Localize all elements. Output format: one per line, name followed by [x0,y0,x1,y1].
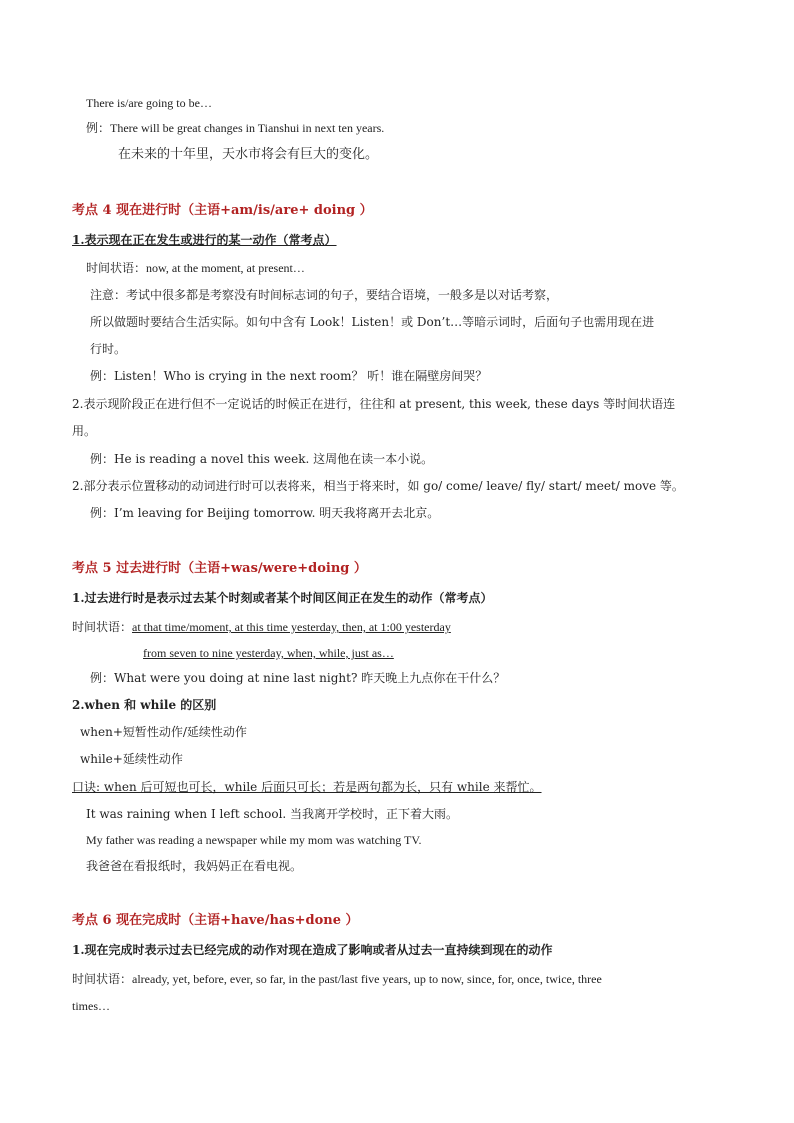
time-values-1: already, yet, before, ever, so far, in the past/last five years, up to now, since, for, once, twice, three [132,972,602,986]
example-text: There will be great changes in Tianshui in next ten years. [110,121,385,135]
section-heading-5: 考点 5 过去进行时（主语+was/were+doing ） [72,561,367,576]
example-translation: 在未来的十年里，天水市将会有巨大的变化。 [118,147,379,162]
section5-point1: 1.过去进行时是表示过去某个时刻或者某个时间区间正在发生的动作（常考点） [72,591,493,605]
section4-time-adverbials [86,260,305,276]
mnemonic: 口诀: when 后可短也可长，while 后面只可长；若是两句都为长，只有 while 来帮忙。 [72,780,542,794]
section4-example2: 例：He is reading a novel this week. 这周他在读一本小说。 [90,452,434,466]
section-heading-6: 考点 6 现在完成时（主语+have/has+done ） [72,913,359,928]
section4-point1: 1.表示现在正在发生或进行的某一动作（常考点） [72,233,337,247]
section5-example-b: My father was reading a newspaper while my mom was watching TV. [86,833,422,847]
example-prefix: 例： [86,121,111,135]
section6-time-adverbials [72,971,602,987]
while-rule: while+延续性动作 [80,752,183,766]
note-line-2: 所以做题时要结合生活实际。如句中含有 Look！Listen！或 Don’t…等暗示词时，后面句子也需用现在进 [90,315,655,329]
section4-point2-line1: 2.表示现阶段正在进行但不一定说话的时候正在进行，往往和 at present, this week, these days 等时间状语连 [72,397,676,411]
section6-point1: 1.现在完成时表示过去已经完成的动作对现在造成了影响或者从过去一直持续到现在的动作 [72,943,553,957]
section4-point3: 2.部分表示位置移动的动词进行时可以表将来，相当于将来时，如 go/ come/ leave/ fly/ start/ meet/ move 等。 [72,479,684,493]
note-line-1: 注意：考试中很多都是考察没有时间标志词的句子，要结合语境，一般多是以对话考察， [90,288,559,302]
section5-example-a: It was raining when I left school. 当我离开学校时，正下着大雨。 [86,807,459,821]
time-label: 时间状语： [86,261,147,275]
section5-example-b-translation: 我爸爸在看报纸时，我妈妈正在看电视。 [86,859,303,873]
section5-point2: 2.when 和 while 的区别 [72,698,217,712]
when-rule: when+短暂性动作/延续性动作 [80,725,247,739]
pattern-line: There is/are going to be… [86,96,212,110]
time-values-1: at that time/moment, at this time yesterday, then, at 1:00 yesterday [132,620,451,634]
time-label: 时间状语： [72,620,133,634]
section4-example1: 例：Listen！Who is crying in the next room？ 听！谁在隔壁房间哭？ [90,369,488,383]
section4-example3: 例：I’m leaving for Beijing tomorrow. 明天我将离开去北京。 [90,506,440,520]
section5-time-adverbials [72,619,451,635]
time-values: now, at the moment, at present… [146,261,305,275]
time-values-2: times… [72,999,110,1013]
section-heading-4: 考点 4 现在进行时（主语+am/is/are+ doing ） [72,203,373,218]
example-line [86,120,384,136]
section4-point2-line2: 用。 [72,424,97,438]
time-values-2: from seven to nine yesterday, when, while, just as… [143,646,394,660]
note-line-3: 行时。 [90,342,127,356]
section5-example1: 例：What were you doing at nine last night? 昨天晚上九点你在干什么？ [90,671,506,685]
time-label: 时间状语： [72,972,133,986]
